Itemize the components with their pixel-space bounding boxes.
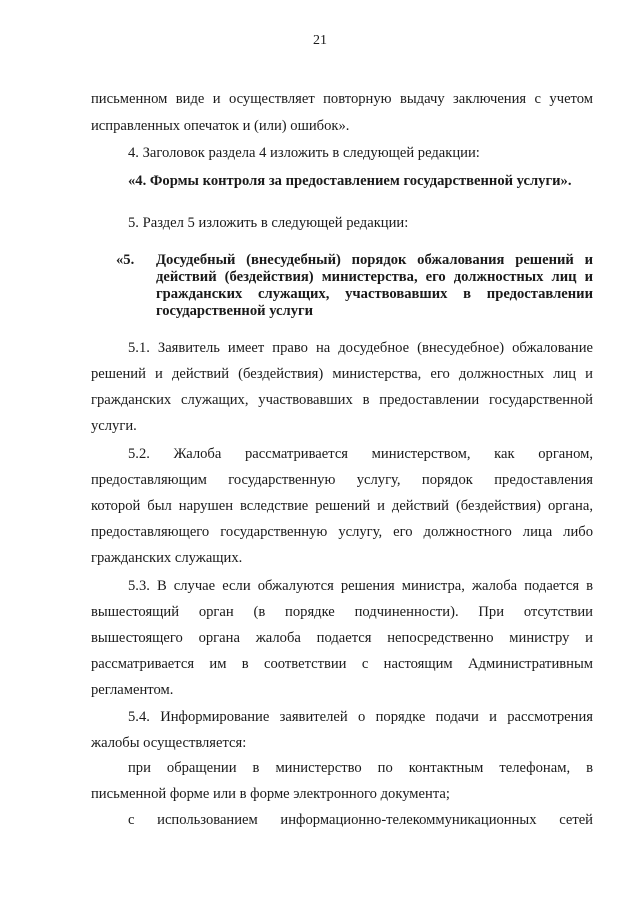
paragraph-line: 5.3. В случае если обжалуются решения министра, жалоба подается в bbox=[128, 578, 593, 594]
paragraph-line: 5.2. Жалоба рассматривается министерством, как органом, bbox=[128, 446, 593, 462]
paragraph-line: решений и действий (бездействия) министерства, его должностных лиц и bbox=[91, 366, 593, 382]
section-5-heading-line: Досудебный (внесудебный) порядок обжалования решений и bbox=[156, 252, 593, 268]
paragraph-line: письменной форме или в форме электронного документа; bbox=[91, 786, 450, 802]
paragraph-line: регламентом. bbox=[91, 682, 174, 698]
paragraph-line: гражданских служащих, участвовавших в предоставлении государственной bbox=[91, 392, 593, 408]
paragraph-line: с использованием информационно-телекоммуникационных сетей bbox=[128, 812, 593, 828]
paragraph-line: услуги. bbox=[91, 418, 137, 434]
paragraph-line: которой был нарушен вследствие решений и действий (бездействия) органа, bbox=[91, 498, 593, 514]
paragraph-line: письменном виде и осуществляет повторную выдачу заключения с учетом bbox=[91, 91, 593, 107]
paragraph-line: жалобы осуществляется: bbox=[91, 735, 247, 751]
section-5-heading-line: государственной услуги bbox=[156, 303, 314, 319]
paragraph-line: предоставляющим государственную услугу, порядок предоставления bbox=[91, 472, 593, 488]
paragraph-line: гражданских служащих. bbox=[91, 550, 243, 566]
paragraph-line: 4. Заголовок раздела 4 изложить в следующей редакции: bbox=[128, 145, 480, 161]
paragraph-line: исправленных опечаток и (или) ошибок». bbox=[91, 118, 350, 134]
paragraph-line: рассматривается им в соответствии с настоящим Административным bbox=[91, 656, 593, 672]
section-4-title: «4. Формы контроля за предоставлением государственной услуги». bbox=[128, 173, 572, 189]
section-5-number: «5. bbox=[116, 252, 135, 268]
section-5-heading bbox=[116, 251, 593, 321]
paragraph-line: 5. Раздел 5 изложить в следующей редакции: bbox=[128, 215, 409, 231]
paragraph-line: предоставляющего государственную услугу, его должностного лица либо bbox=[91, 524, 593, 540]
paragraph-line: при обращении в министерство по контактным телефонам, в bbox=[128, 760, 593, 776]
paragraph-line: 5.4. Информирование заявителей о порядке подачи и рассмотрения bbox=[128, 709, 593, 725]
paragraph-line: вышестоящий орган (в порядке подчиненности). При отсутствии bbox=[91, 604, 593, 620]
section-5-heading-line: действий (бездействия) министерства, его должностных лиц и bbox=[156, 269, 593, 285]
paragraph-line: вышестоящего органа жалоба подается непосредственно министру и bbox=[91, 630, 593, 646]
paragraph-line: 5.1. Заявитель имеет право на досудебное (внесудебное) обжалование bbox=[128, 340, 593, 356]
section-5-heading-line: гражданских служащих, участвовавших в предоставлении bbox=[156, 286, 593, 302]
page-number: 21 bbox=[313, 33, 327, 48]
